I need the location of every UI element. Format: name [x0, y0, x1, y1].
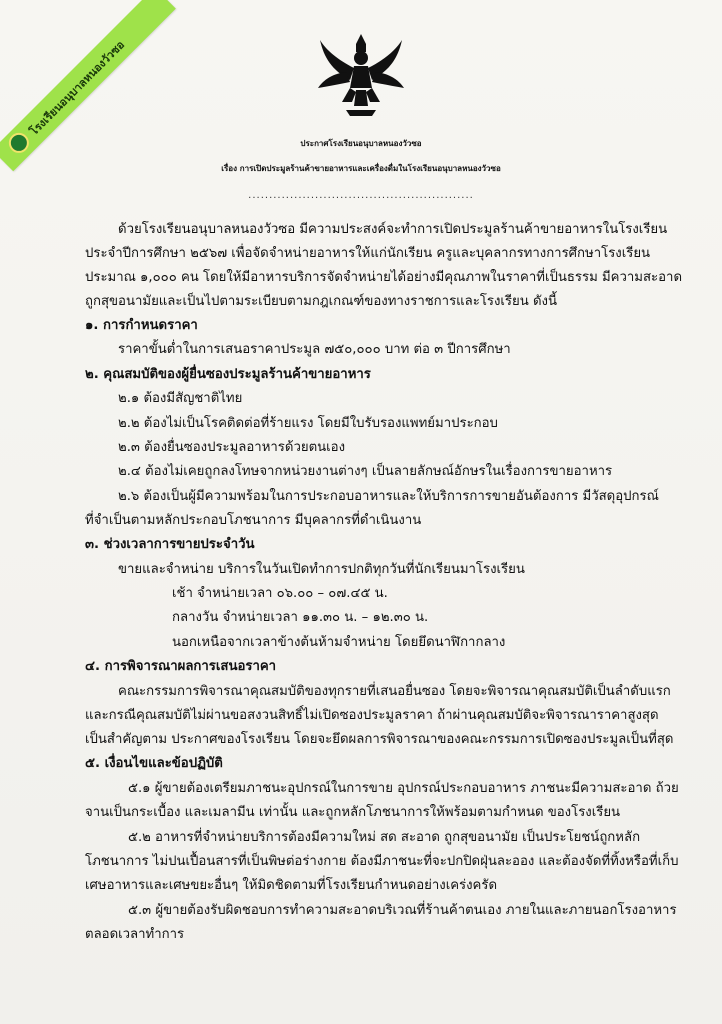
section-4-heading: ๔. การพิจารณาผลการเสนอราคา [85, 659, 277, 674]
section-5-line: ตลอดเวลาทำการ [85, 927, 185, 942]
section-2-heading: ๒. คุณสมบัติของผู้ยื่นซองประมูลร้านค้าขายอาหาร [85, 367, 371, 382]
section-1-heading: ๑. การกำหนดราคา [85, 318, 198, 333]
announcement-subject: เรื่อง การเปิดประมูลร้านค้าขายอาหารและเครื่องดื่มในโรงเรียนอนุบาลหนองวัวซอ [221, 164, 501, 173]
section-2-line: ที่จำเป็นตามหลักประกอบโภชนาการ มีบุคลากรที่ดำเนินงาน [85, 513, 422, 528]
intro-line: ประจำปีการศึกษา ๒๕๖๗ เพื่อจัดจำหน่ายอาหารให้แก่นักเรียน ครูและบุคลากรทางการศึกษาโรงเรียน [85, 246, 651, 261]
section-5-line: จานเป็นกระเบื้อง และเมลามีน เท่านั้น และถูกหลักโภชนาการให้พร้อมตามกำหนด ของโรงเรียน [85, 805, 621, 820]
section-3-heading: ๓. ช่วงเวลาการขายประจำวัน [85, 537, 255, 552]
section-5-line: ๕.๓ ผู้ขายต้องรับผิดชอบการทำความสะอาดบริเวณที่ร้านค้าตนเอง ภายในและภายนอกโรงอาหาร [128, 903, 677, 918]
section-2-line: ๒.๑ ต้องมีสัญชาติไทย [118, 391, 243, 406]
section-5-line: ๕.๑ ผู้ขายต้องเตรียมภาชนะอุปกรณ์ในการขาย อุปกรณ์ประกอบอาหาร ภาชนะมีความสะอาด ถ้วย [128, 781, 679, 796]
section-3-line: กลางวัน จำหน่ายเวลา ๑๑.๓๐ น. – ๑๒.๓๐ น. [172, 610, 429, 625]
separator-line: ...................................................... [248, 190, 474, 201]
section-5-line: โภชนาการ ไม่ปนเปื้อนสารที่เป็นพิษต่อร่างกาย ต้องมีภาชนะที่จะปกปิดฝุ่นละออง และต้องจัดที่ทิ้งหรือที่เก็บ [85, 854, 679, 869]
section-2-line: ๒.๓ ต้องยื่นซองประมูลอาหารด้วยตนเอง [118, 440, 346, 455]
announcement-title: ประกาศโรงเรียนอนุบาลหนองวัวซอ [300, 139, 422, 148]
section-5-heading: ๕. เงื่อนไขและข้อปฏิบัติ [85, 756, 223, 771]
garuda-emblem-icon [316, 30, 406, 120]
section-3-line: ขายและจำหน่าย บริการในวันเปิดทำการปกติทุกวันที่นักเรียนมาโรงเรียน [118, 562, 525, 577]
intro-line: ประมาณ ๑,๐๐๐ คน โดยให้มีอาหารบริการจัดจำหน่ายได้อย่างมีคุณภาพในราคาที่เป็นธรรม มีความสะอาด [85, 270, 683, 285]
section-2-line: ๒.๖ ต้องเป็นผู้มีความพร้อมในการประกอบอาหารและให้บริการการขายอันต้องการ มีวัสดุอุปกรณ์ [118, 489, 659, 504]
intro-line: ด้วยโรงเรียนอนุบาลหนองวัวซอ มีความประสงค์จะทำการเปิดประมูลร้านค้าขายอาหารในโรงเรียน [118, 222, 668, 237]
section-4-line: คณะกรรมการพิจารณาคุณสมบัติของทุกรายที่เสนอยื่นซอง โดยจะพิจารณาคุณสมบัติเป็นลำดับแรก [118, 684, 671, 699]
section-4-line: และกรณีคุณสมบัติไม่ผ่านขอสงวนสิทธิ์ไม่เปิดซองประมูลราคา ถ้าผ่านคุณสมบัติจะพิจารณาราคาสูงสุด [85, 708, 659, 723]
section-3-line: นอกเหนือจากเวลาข้างต้นห้ามจำหน่าย โดยยึดนาฬิกากลาง [172, 635, 506, 650]
section-3-line: เช้า จำหน่ายเวลา ๐๖.๐๐ – ๐๗.๔๕ น. [172, 586, 388, 601]
section-1-line: ราคาขั้นต่ำในการเสนอราคาประมูล ๗๕๐,๐๐๐ บาท ต่อ ๓ ปีการศึกษา [118, 342, 511, 357]
section-4-line: เป็นสำคัญตาม ประกาศของโรงเรียน โดยจะยึดผลการพิจารณาของคณะกรรมการเปิดซองประมูลเป็นที่สุด [85, 732, 674, 747]
section-2-line: ๒.๒ ต้องไม่เป็นโรคติดต่อที่ร้ายแรง โดยมีใบรับรองแพทย์มาประกอบ [118, 416, 498, 431]
ribbon-text: โรงเรียนอนุบาลหนองวัวซอ [27, 38, 128, 138]
section-5-line: ๕.๒ อาหารที่จำหน่ายบริการต้องมีความใหม่ สด สะอาด ถูกสุขอนามัย เป็นประโยชน์ถูกหลัก [128, 830, 641, 845]
section-2-line: ๒.๔ ต้องไม่เคยถูกลงโทษจากหน่วยงานต่างๆ เป็นลายลักษณ์อักษรในเรื่องการขายอาหาร [118, 464, 613, 479]
section-5-line: เศษอาหารและเศษขยะอื่นๆ ให้มิดชิดตามที่โรงเรียนกำหนดอย่างเคร่งครัด [85, 878, 498, 893]
intro-line: ถูกสุขอนามัยและเป็นไปตามระเบียบตามกฎเกณฑ์ของทางราชการและโรงเรียน ดังนี้ [85, 294, 557, 309]
